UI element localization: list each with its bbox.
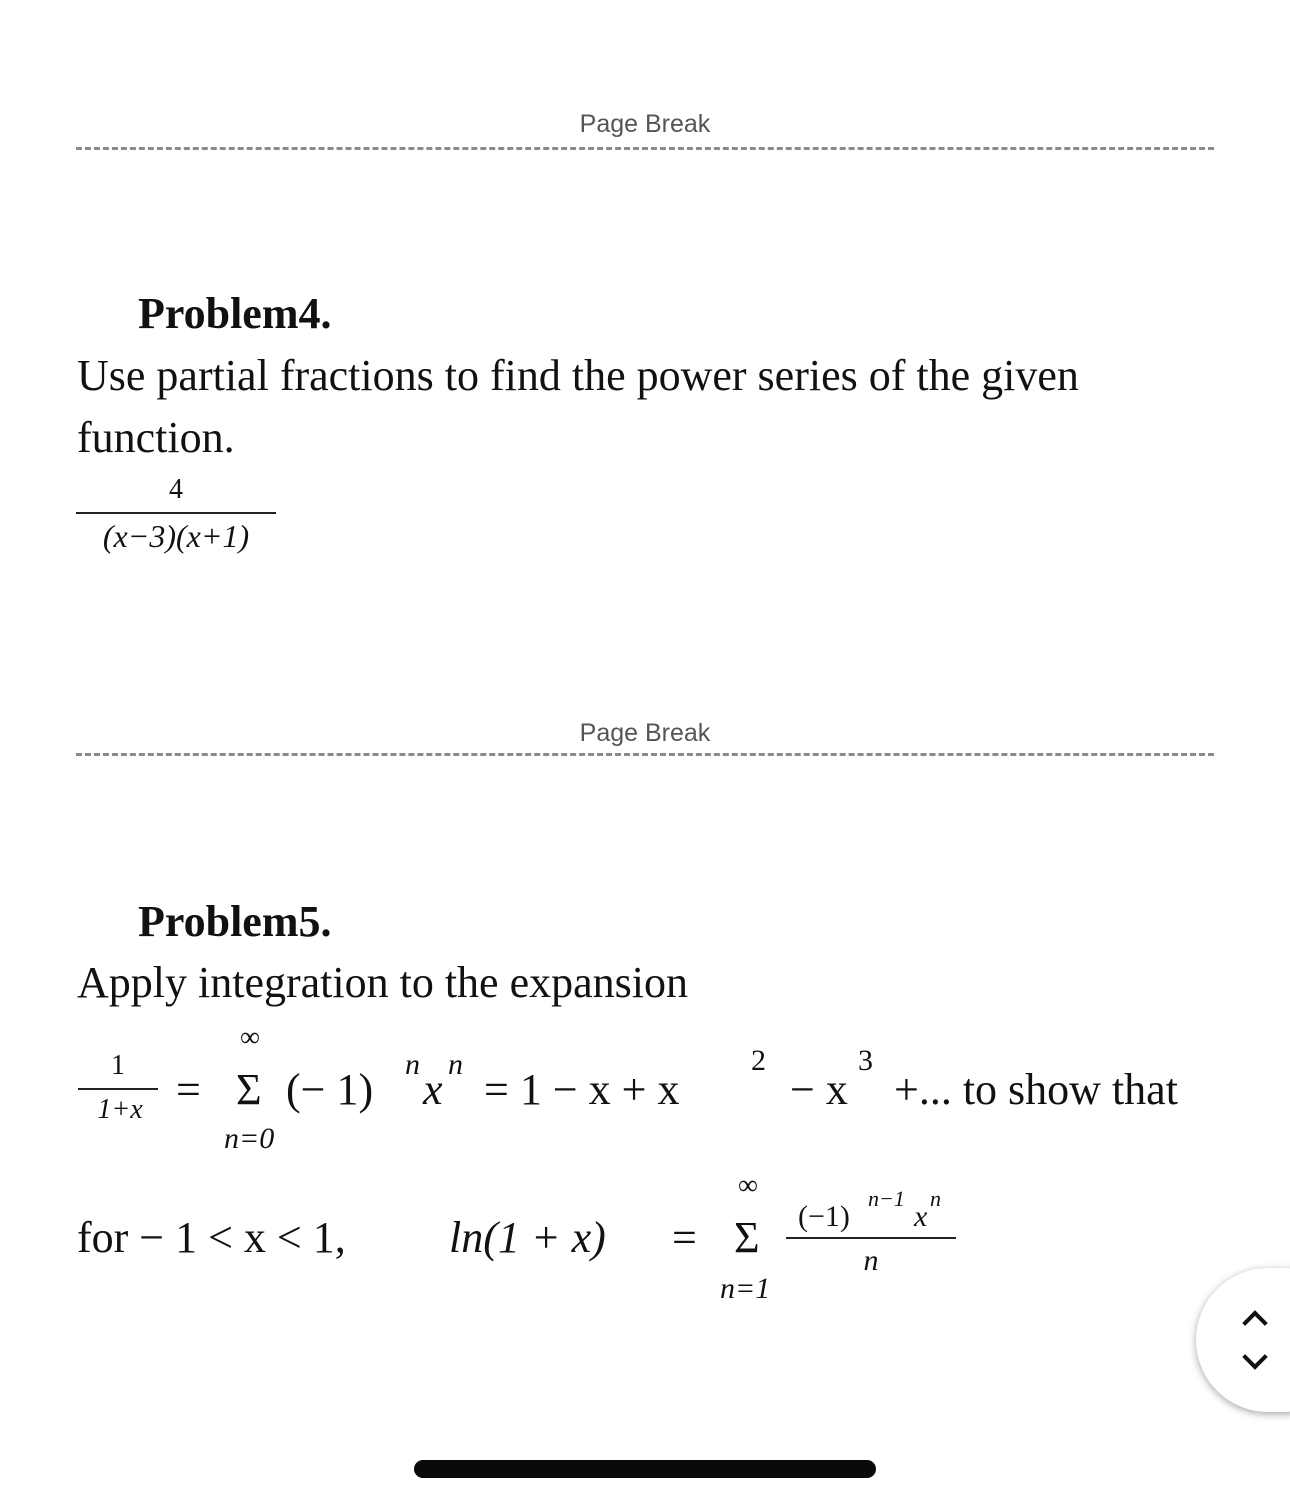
eq2-numerator-exponent: n−1 bbox=[868, 1186, 905, 1211]
problem4-text-line2: function. bbox=[77, 413, 235, 462]
eq2-fraction-bar bbox=[786, 1237, 956, 1239]
eq2-numerator-x: x bbox=[914, 1200, 928, 1233]
eq2-denominator: n bbox=[863, 1244, 879, 1277]
eq2-sum-lower-limit: n=1 bbox=[720, 1272, 771, 1305]
eq1-lhs-numerator: 1 bbox=[111, 1050, 125, 1081]
page-break-divider bbox=[76, 147, 1214, 150]
eq1-exponent-2: 2 bbox=[751, 1044, 766, 1077]
problem5-title: Problem5. bbox=[138, 897, 332, 946]
eq1-sigma: Σ bbox=[236, 1065, 262, 1114]
eq2-prefix: for − 1 < x < 1, bbox=[77, 1213, 346, 1262]
eq1-rhs-part1: = 1 − x + x bbox=[484, 1065, 680, 1114]
eq1-sum-lower-limit: n=0 bbox=[224, 1122, 275, 1155]
eq1-term-exponent: n bbox=[405, 1048, 420, 1081]
problem4-title: Problem4. bbox=[138, 289, 332, 338]
eq2-sum-upper-limit: ∞ bbox=[738, 1170, 758, 1201]
page-break-label: Page Break bbox=[579, 719, 711, 747]
eq2-sigma: Σ bbox=[734, 1213, 760, 1262]
problem5-text-line1: Apply integration to the expansion bbox=[77, 958, 688, 1007]
chevron-down-icon[interactable] bbox=[1242, 1344, 1267, 1369]
eq1-exponent-3: 3 bbox=[858, 1044, 873, 1077]
problem4-text-line1: Use partial fractions to find the power series of the given bbox=[77, 351, 1079, 400]
eq1-lhs-fraction-bar bbox=[78, 1088, 158, 1090]
eq2-numerator-x-exponent: n bbox=[930, 1186, 941, 1211]
chevron-up-icon[interactable] bbox=[1242, 1310, 1267, 1335]
fraction-bar bbox=[76, 512, 276, 514]
eq1-sum-upper-limit: ∞ bbox=[240, 1022, 260, 1053]
eq1-rhs-part3: +... to show that bbox=[894, 1065, 1178, 1114]
eq2-ln-expression: ln(1 + x) bbox=[449, 1213, 606, 1262]
eq1-term-x-exponent: n bbox=[448, 1048, 463, 1081]
fraction-numerator: 4 bbox=[169, 474, 183, 505]
page-nav-widget[interactable] bbox=[1196, 1268, 1290, 1412]
page-break-divider bbox=[76, 753, 1214, 756]
fraction-denominator: (x−3)(x+1) bbox=[102, 518, 250, 554]
eq1-term-x: x bbox=[423, 1065, 443, 1114]
eq1-term-base: (− 1) bbox=[286, 1065, 374, 1114]
home-indicator[interactable] bbox=[414, 1460, 876, 1478]
eq2-numerator-base: (−1) bbox=[798, 1200, 850, 1233]
eq2-equals: = bbox=[672, 1213, 697, 1262]
page-break-label: Page Break bbox=[579, 110, 711, 138]
eq1-lhs-denominator: 1+x bbox=[97, 1094, 143, 1125]
eq1-rhs-part2: − x bbox=[790, 1065, 848, 1114]
eq1-equals: = bbox=[176, 1065, 201, 1114]
